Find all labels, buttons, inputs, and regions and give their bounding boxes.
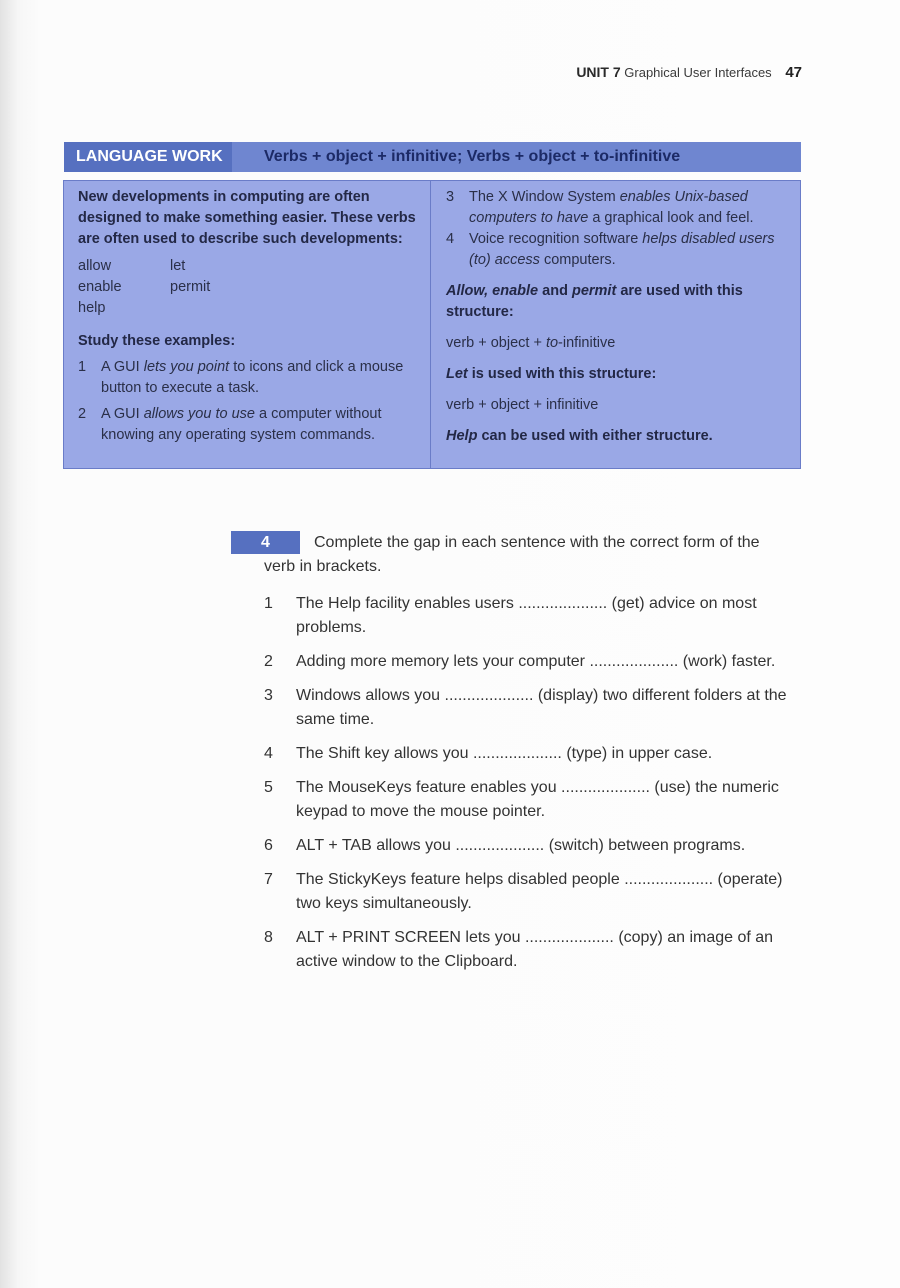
example-number: 2	[78, 406, 87, 422]
verb-item: help	[78, 300, 106, 316]
language-work-title: Verbs + object + infinitive; Verbs + object + to-infinitive	[264, 148, 681, 165]
study-heading: Study these examples:	[78, 333, 236, 349]
item-number: 2	[264, 653, 273, 670]
item-text: Adding more memory lets your computer .................... (work) faster.	[296, 653, 776, 670]
example-text: computers.	[539, 252, 616, 268]
running-header	[576, 64, 802, 81]
example-text: to icons and click a mouse button to execute a task.	[101, 359, 404, 396]
example-emphasis: lets you point	[143, 359, 230, 375]
chapter-title: Graphical User Interfaces	[624, 65, 772, 80]
rule-emphasis: Help	[446, 428, 478, 444]
example-text: A GUI	[101, 359, 144, 375]
item-number: 1	[264, 595, 273, 612]
intro-text: New developments in computing are often designed to make something easier. These verbs are often used to describe such developments:	[78, 189, 416, 247]
right-column	[446, 187, 791, 447]
item-text: The Help facility enables users .................... (get) advice on most problems.	[296, 595, 757, 636]
item-number: 8	[264, 929, 273, 946]
item-number: 5	[264, 779, 273, 796]
example-emphasis: allows you to use	[143, 406, 255, 422]
example-item	[446, 229, 791, 271]
example-item	[446, 187, 791, 229]
example-number: 4	[446, 231, 455, 247]
example-text: a computer without knowing any operating system commands.	[101, 406, 382, 443]
exercise-item	[264, 926, 804, 974]
example-item	[78, 404, 418, 446]
rule-text: are used with this structure:	[446, 283, 743, 320]
verb-item: let	[170, 258, 186, 274]
rule-allow-enable-permit	[446, 281, 791, 323]
item-number: 4	[264, 745, 273, 762]
example-number: 3	[446, 189, 455, 205]
structure-emphasis: to	[545, 335, 559, 351]
item-text: ALT + PRINT SCREEN lets you .................... (copy) an image of an active window to the Clipboard.	[296, 929, 774, 970]
verb-item: permit	[170, 279, 211, 295]
item-text: The Shift key allows you .................... (type) in upper case.	[296, 745, 713, 762]
item-text: The StickyKeys feature helps disabled people .................... (operate) two keys simultaneously.	[296, 871, 783, 912]
instruction-line: verb in brackets.	[264, 558, 382, 575]
verb-item: enable	[78, 279, 122, 295]
exercise-item	[264, 684, 804, 732]
task-number-badge: 4	[231, 531, 300, 554]
column-divider	[430, 181, 431, 468]
item-text: The MouseKeys feature enables you .................... (use) the numeric keypad to move the mouse pointer.	[296, 779, 779, 820]
rule-help	[446, 426, 791, 447]
verb-list	[78, 256, 418, 319]
task-instruction	[231, 531, 806, 579]
exercise-list	[264, 592, 804, 984]
exercise-item	[264, 776, 804, 824]
rule-emphasis: Let	[446, 366, 468, 382]
left-column	[78, 187, 418, 446]
example-text: The X Window System	[469, 189, 620, 205]
item-text: Windows allows you .................... (display) two different folders at the same time.	[296, 687, 787, 728]
rule-emphasis: permit	[571, 283, 617, 299]
structure-text: verb + object +	[446, 335, 546, 351]
example-number: 1	[78, 359, 87, 375]
item-number: 6	[264, 837, 273, 854]
exercise-item	[264, 592, 804, 640]
rule-text: and	[538, 283, 572, 299]
exercise-item	[264, 742, 804, 766]
instruction-line: Complete the gap in each sentence with the correct form of the	[314, 534, 760, 551]
example-text: A GUI	[101, 406, 144, 422]
exercise-item	[264, 650, 804, 674]
rule-let	[446, 364, 791, 385]
rule-text: is used with this structure:	[467, 366, 657, 382]
item-text: ALT + TAB allows you .................... (switch) between programs.	[296, 837, 746, 854]
verb-item: allow	[78, 258, 112, 274]
rule-text: can be used with either structure.	[477, 428, 713, 444]
language-work-banner	[64, 142, 801, 172]
item-number: 3	[264, 687, 273, 704]
structure-infinitive: verb + object + infinitive	[446, 397, 599, 413]
rule-emphasis: Allow, enable	[446, 283, 539, 299]
page-number: 47	[785, 64, 802, 81]
item-number: 7	[264, 871, 273, 888]
language-work-tag: LANGUAGE WORK	[64, 142, 232, 172]
example-item	[78, 357, 418, 399]
exercise-item	[264, 868, 804, 916]
structure-text: -infinitive	[558, 335, 616, 351]
unit-label: UNIT 7	[576, 64, 621, 80]
example-text: a graphical look and feel.	[588, 210, 754, 226]
structure-to-infinitive	[446, 333, 791, 354]
language-work-box	[63, 180, 801, 469]
example-emphasis: enables Unix-based computers to have	[469, 189, 748, 226]
example-emphasis: helps disabled users (to) access	[469, 231, 775, 268]
example-text: Voice recognition software	[469, 231, 643, 247]
exercise-item	[264, 834, 804, 858]
